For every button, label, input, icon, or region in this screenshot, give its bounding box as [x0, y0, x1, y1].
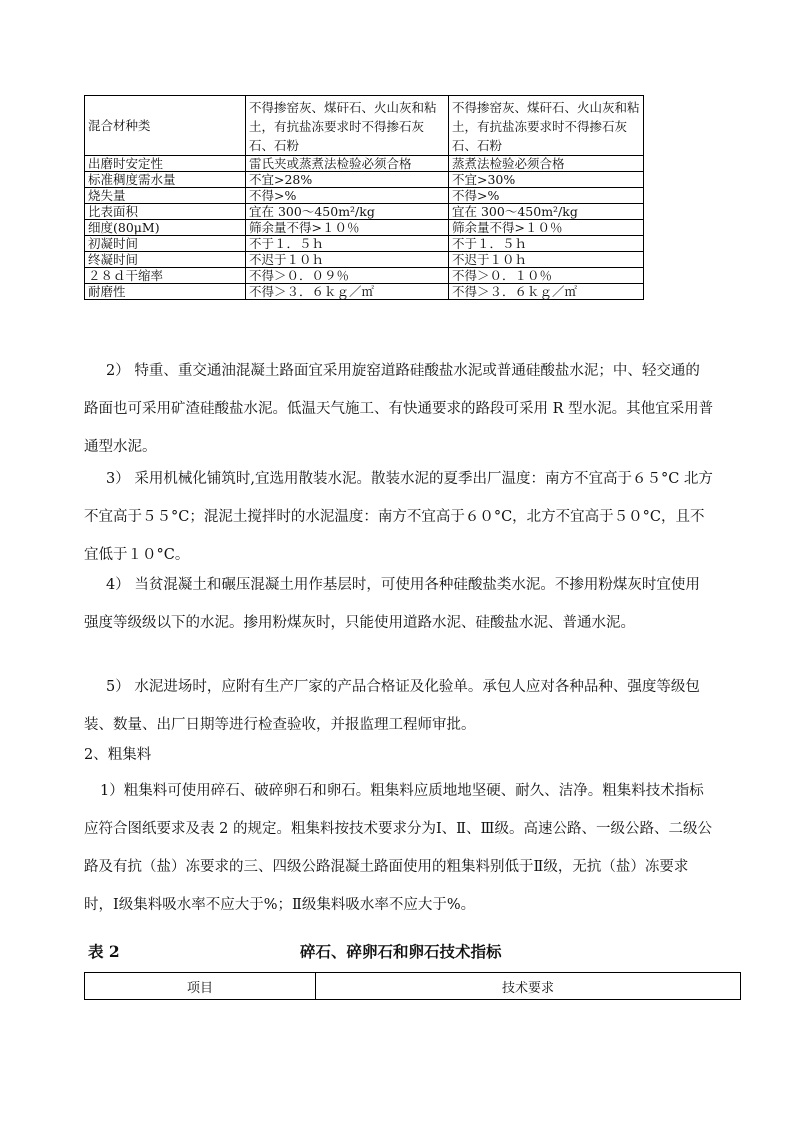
paragraph-cement-acceptance: 5） 水泥进场时，应附有生产厂家的产品合格证及化验单。承包人应对各种品种、强度等级包装、数量、出厂日期等进行检查验收，并报监理工程师审批。 — [84, 679, 700, 733]
table-cell: 筛余量不得>１０％ — [449, 220, 644, 236]
table-cell: 蒸煮法检验必须合格 — [449, 156, 644, 172]
table-cell: 不得掺窑灰、煤矸石、火山灰和粘土，有抗盐冻要求时不得掺石灰石、石粉 — [449, 96, 644, 156]
table-cell: 宜在 300～450m²/kg — [246, 204, 449, 220]
table-row — [85, 220, 644, 236]
cement-spec-table — [84, 95, 644, 300]
table-cell: 不宜>30% — [449, 172, 644, 188]
table-cell: 标准稠度需水量 — [85, 172, 246, 188]
table-row — [85, 96, 644, 156]
table-cell: 雷氏夹或蒸煮法检验必须合格 — [246, 156, 449, 172]
table-cell: 细度(80μM) — [85, 220, 246, 236]
table-cell: 比表面积 — [85, 204, 246, 220]
aggregate-spec-table — [84, 972, 741, 1000]
table-row — [85, 252, 644, 268]
table-cell: 不宜>28% — [246, 172, 449, 188]
table-row — [85, 156, 644, 172]
table-cell: 宜在 300～450m²/kg — [449, 204, 644, 220]
table-row — [85, 268, 644, 284]
table-cell: 不得＞３．６ｋｇ／㎡ — [246, 284, 449, 300]
table-cell: 不迟于１０ｈ — [246, 252, 449, 268]
table-row — [85, 188, 644, 204]
header-item: 项目 — [85, 973, 316, 1000]
table-row — [85, 236, 644, 252]
table-cell: 出磨时安定性 — [85, 156, 246, 172]
table-cell: 不于１．５ｈ — [449, 236, 644, 252]
table2-title: 碎石、碎卵石和卵石技术指标 — [300, 942, 502, 961]
paragraph-bulk-cement: 3） 采用机械化铺筑时,宜选用散装水泥。散装水泥的夏季出厂温度：南方不宜高于６５°C 北方不宜高于５５°C；混泥土搅拌时的水泥温度：南方不宜高于６０°C，北方不宜高于５０°C，且不宜低于１０°C。 — [84, 471, 713, 563]
table-cell: 初凝时间 — [85, 236, 246, 252]
paragraph-base-cement: 4） 当贫混凝土和碾压混凝土用作基层时，可使用各种硅酸盐类水泥。不掺用粉煤灰时宜使用强度等级级以下的水泥。掺用粉煤灰时，只能使用道路水泥、硅酸盐水泥、普通水泥。 — [84, 577, 700, 631]
table-cell: 不得>% — [246, 188, 449, 204]
table-row — [85, 172, 644, 188]
table-cell: ２８ｄ干缩率 — [85, 268, 246, 284]
table-cell: 混合材种类 — [85, 96, 246, 156]
table-cell: 终凝时间 — [85, 252, 246, 268]
table-cell: 耐磨性 — [85, 284, 246, 300]
table-cell: 不得＞０．１０％ — [449, 268, 644, 284]
table-cell: 不迟于１０ｈ — [449, 252, 644, 268]
table-header-row — [85, 973, 741, 1000]
table-cell: 不得＞３．６ｋｇ／㎡ — [449, 284, 644, 300]
header-requirement: 技术要求 — [316, 973, 741, 1000]
paragraph-cement-type: 2） 特重、重交通油混凝土路面宜采用旋窑道路硅酸盐水泥或普通硅酸盐水泥；中、轻交通的路面也可采用矿渣硅酸盐水泥。低温天气施工、有快通要求的路段可采用 R 型水泥。其他宜采用普通型水泥。 — [84, 363, 714, 455]
table-cell: 不得掺窑灰、煤矸石、火山灰和粘土，有抗盐冻要求时不得掺石灰石、石粉 — [246, 96, 449, 156]
paragraph-coarse-aggregate: 1）粗集料可使用碎石、破碎卵石和卵石。粗集料应质地地坚硬、耐久、洁净。粗集料技术指标应符合图纸要求及表 2 的规定。粗集料按技术要求分为Ⅰ、Ⅱ、Ⅲ级。高速公路、一级公路、二级公路及有抗（盐）冻要求的三、四级公路混凝土路面使用的粗集料别低于Ⅱ级，无抗（盐）冻要求时，Ⅰ级集料吸水率不应大于%；Ⅱ级集料吸水率不应大于%。 — [84, 783, 713, 913]
table-row — [85, 284, 644, 300]
section-heading-coarse-aggregate: 2、粗集料 — [84, 747, 152, 763]
table-cell: 不得＞０．０９％ — [246, 268, 449, 284]
table-cell: 不于１．５ｈ — [246, 236, 449, 252]
table-cell: 烧失量 — [85, 188, 246, 204]
table2-label: 表 2 — [88, 942, 120, 961]
table-row — [85, 204, 644, 220]
table-cell: 筛余量不得>１０％ — [246, 220, 449, 236]
table-cell: 不得>% — [449, 188, 644, 204]
